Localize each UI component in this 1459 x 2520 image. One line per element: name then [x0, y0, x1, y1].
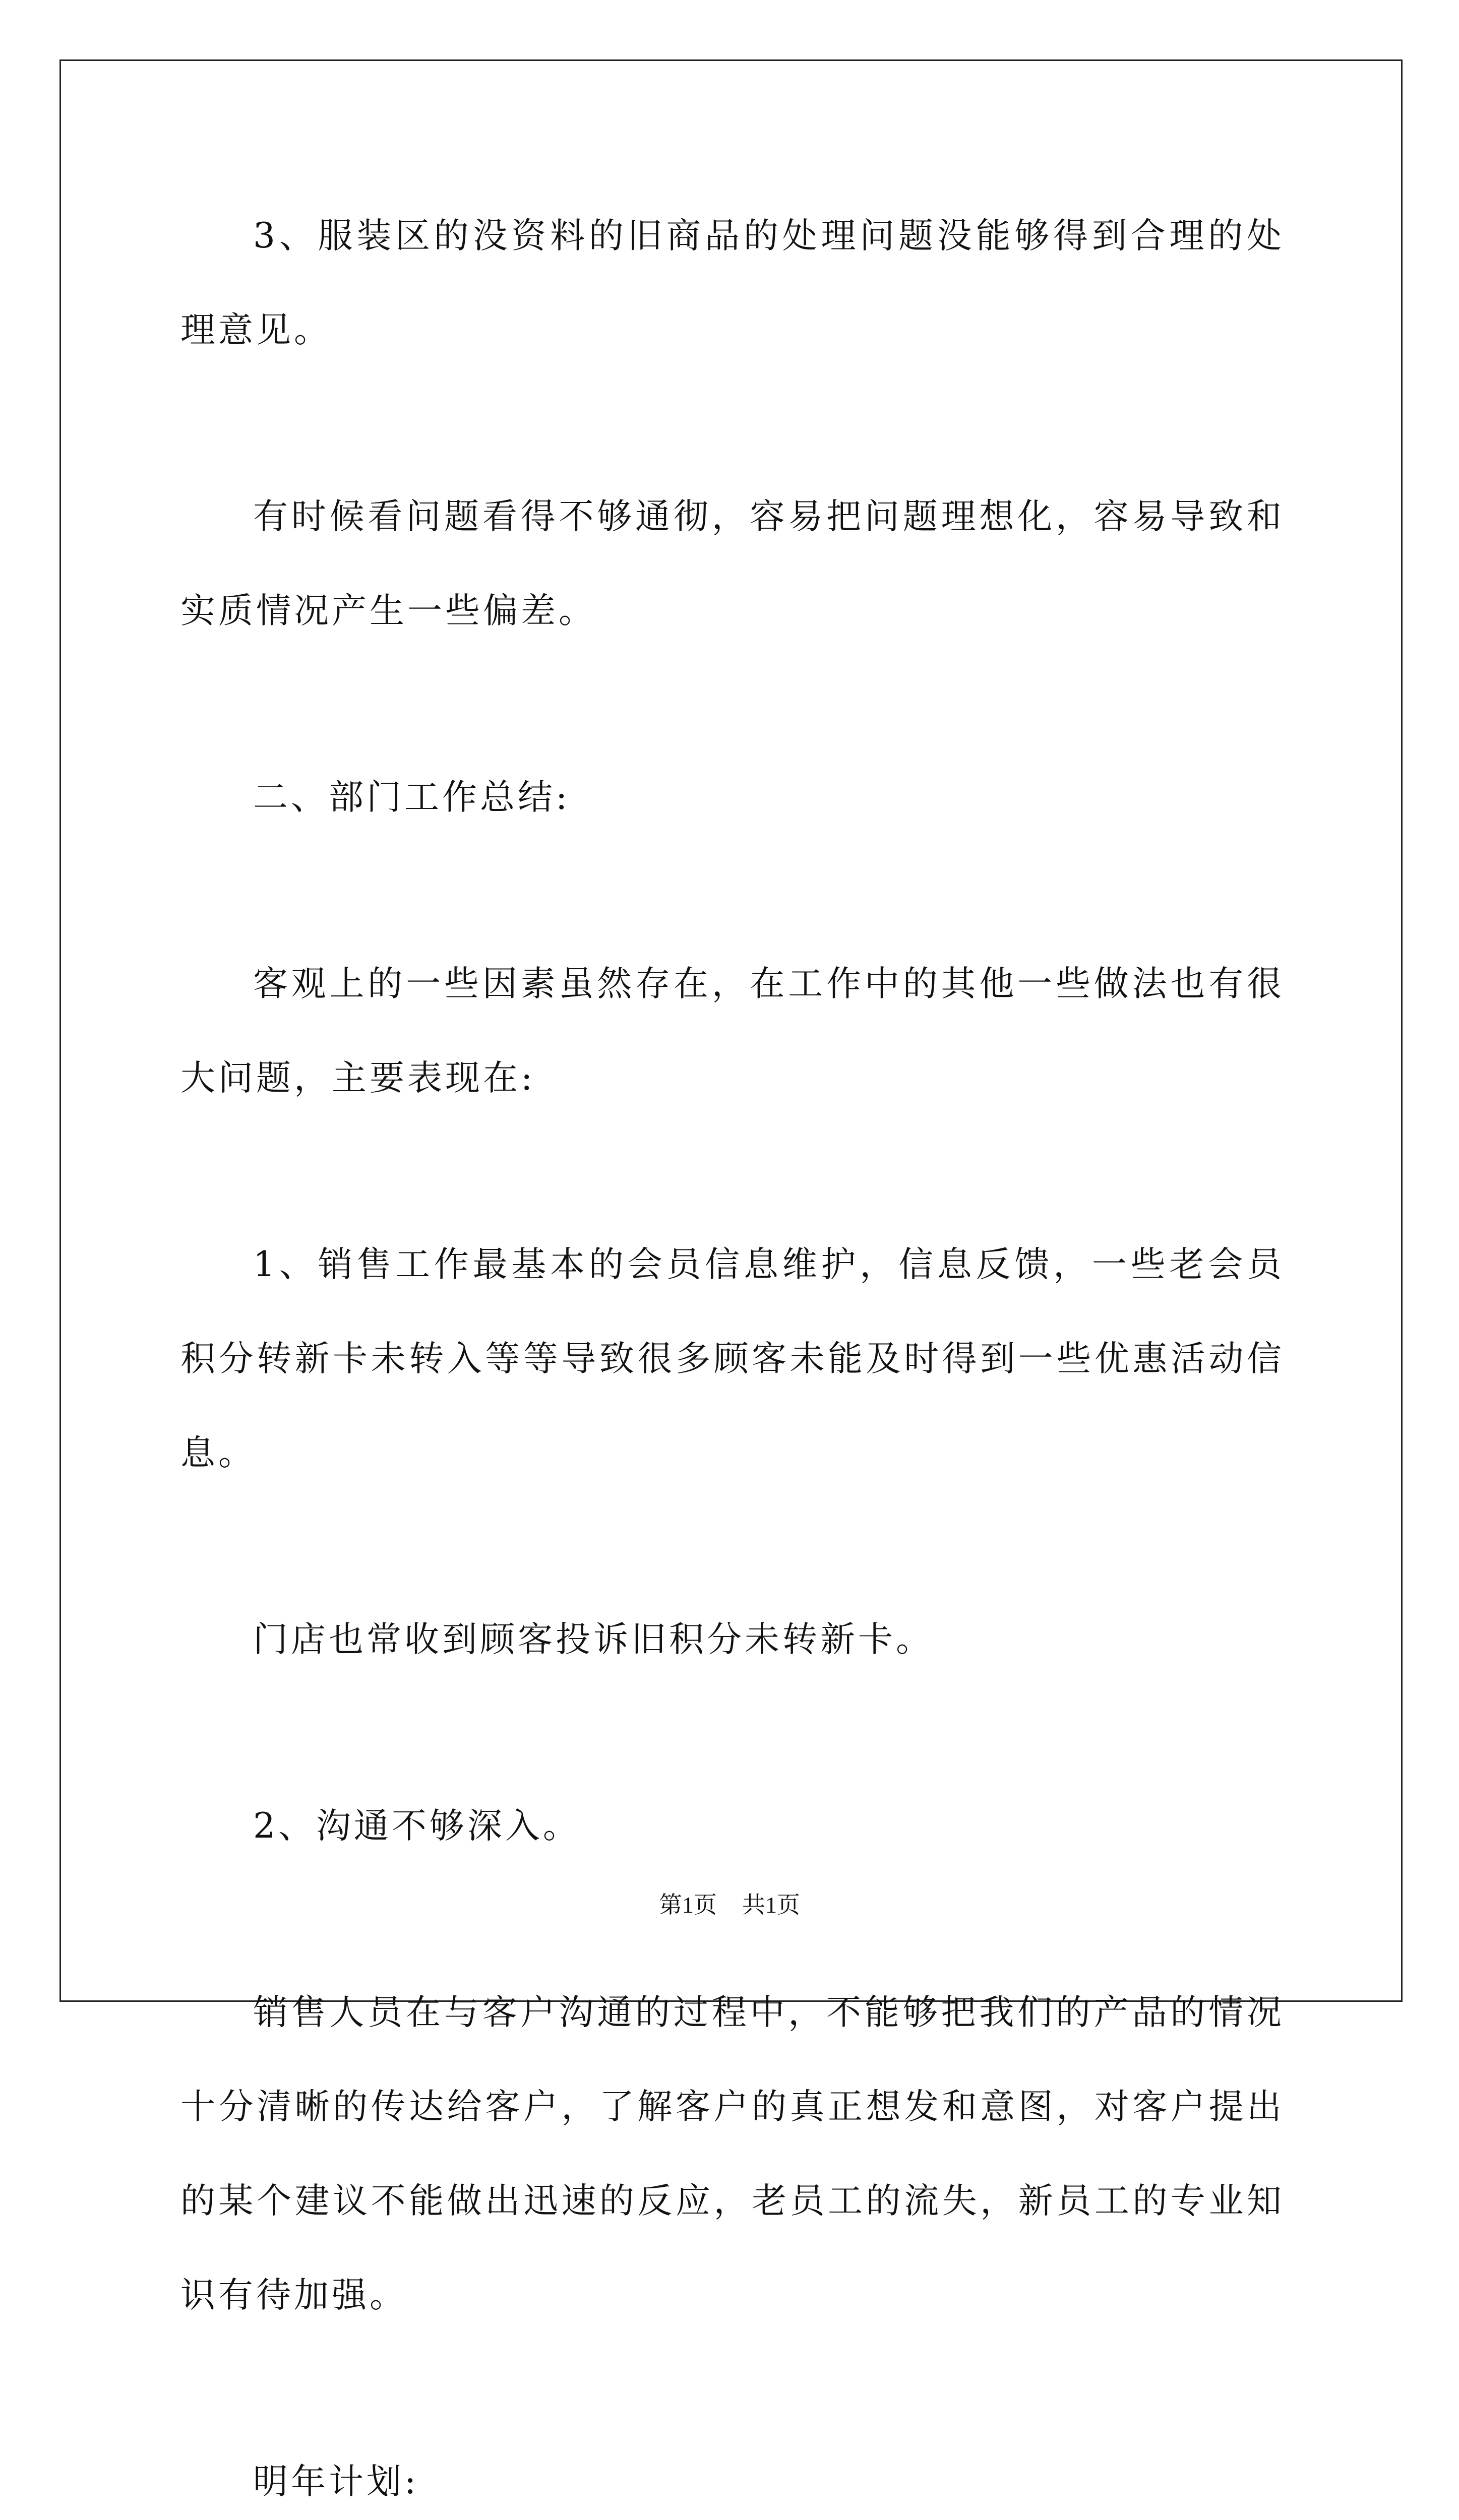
document-body	[180, 189, 1285, 2520]
section-heading-next-year-plan: 明年计划:	[253, 2462, 419, 2502]
paragraph-objective-factors: 客观上的一些因素虽然存在，在工作中的其他一些做法也有很大问题，主要表现在:	[180, 964, 1285, 1098]
paragraph-sales-staff: 销售人员在与客户沟通的过程中，不能够把我们的产品的情况十分清晰的传达给客户，了解客户的真正想发和意图，对客户提出的某个建议不能做出迅速的反应，老员工的流失，新员工的专业知识有待加强。	[180, 1992, 1285, 2315]
page-total: 共1页	[742, 1892, 800, 1918]
page-footer	[0, 1890, 1459, 1920]
page-number: 第1页	[659, 1892, 717, 1918]
paragraph-item-3: 3、服装区的没资料的旧商品的处理问题没能够得到合理的处理意见。	[180, 216, 1285, 350]
paragraph-item-1-member-info: 1、销售工作最基本的会员信息维护，信息反馈，一些老会员积分转新卡未转入等等导致很多顾客未能及时得到一些优惠活动信息。	[180, 1244, 1285, 1473]
paragraph-view-issue: 有时候看问题看得不够通彻，容易把问题理想化，容易导致和实质情况产生一些偏差。	[180, 496, 1285, 631]
section-heading-summary: 二、部门工作总结:	[253, 777, 571, 817]
paragraph-store-complaints: 门店也常收到顾客投诉旧积分未转新卡。	[253, 1619, 934, 1660]
paragraph-item-2-communication: 2、沟通不够深入。	[253, 1806, 581, 1846]
